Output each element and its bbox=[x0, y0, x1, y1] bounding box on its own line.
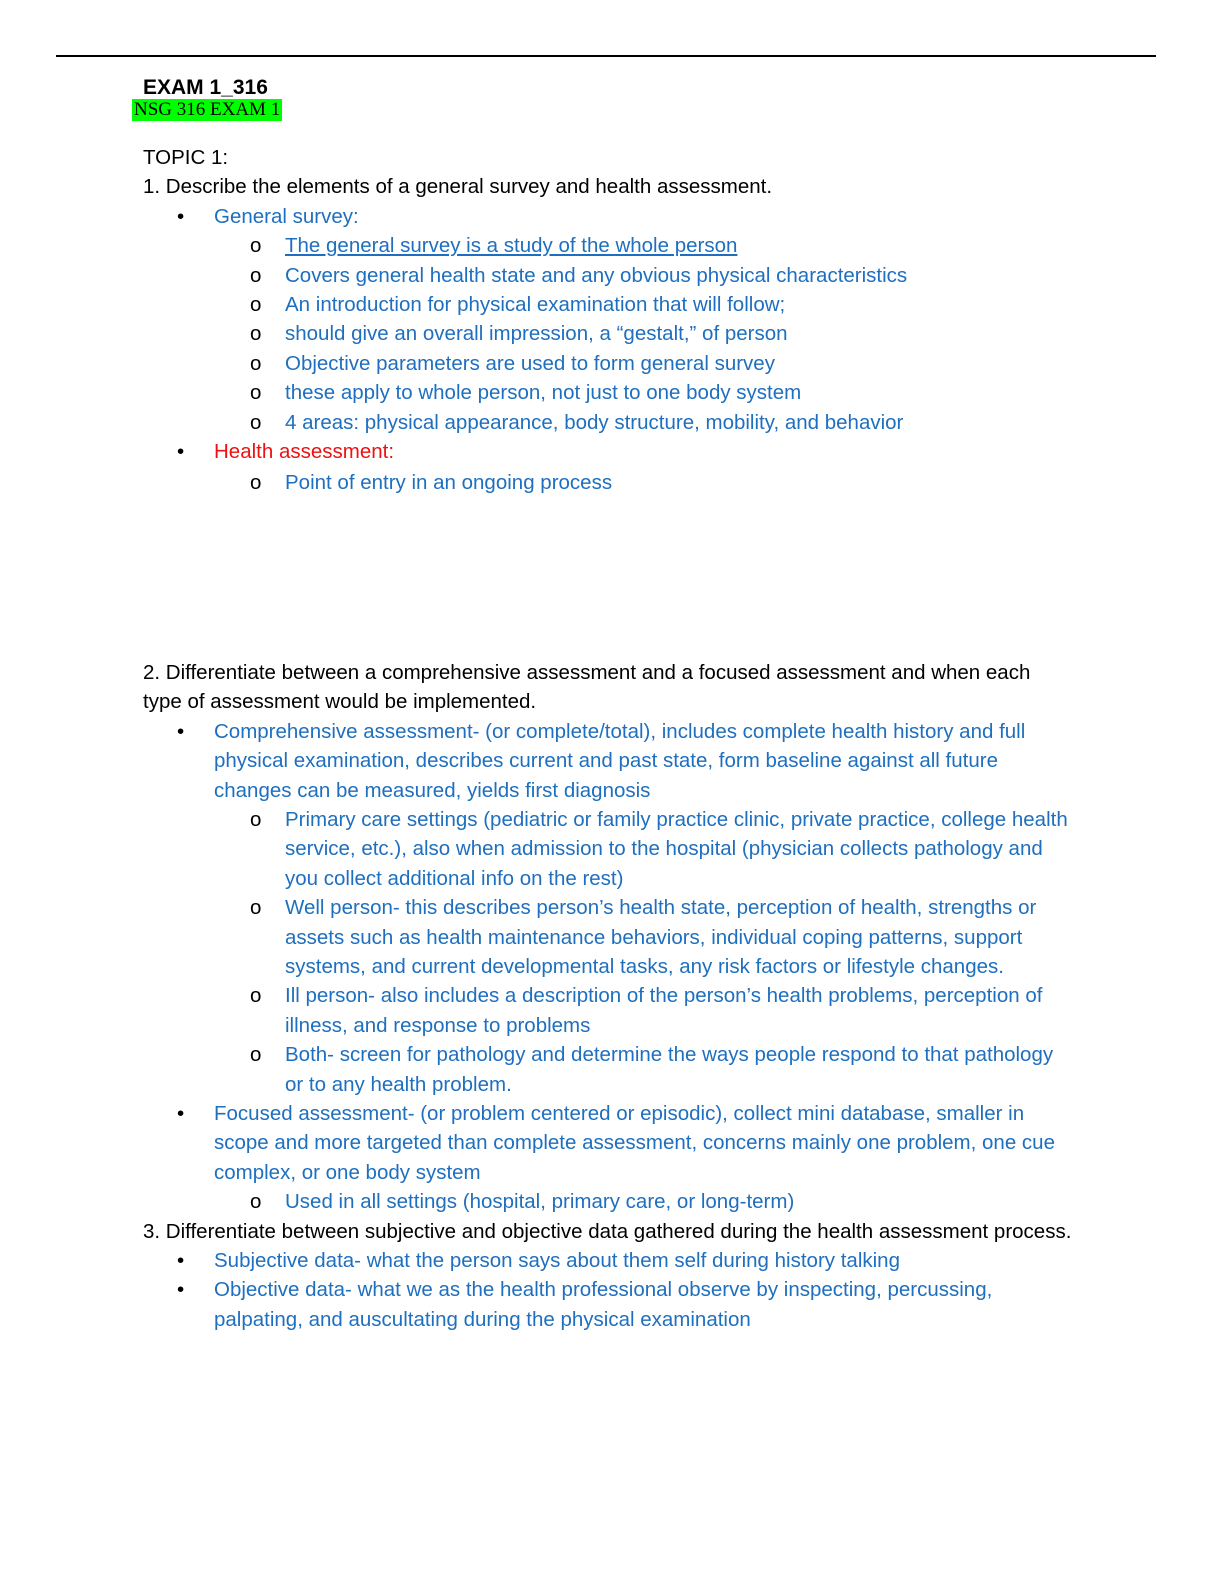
question-3: 3. Differentiate between subjective and objective data gathered during the health assessment process. bbox=[143, 1219, 1072, 1243]
circle-bullet-icon: o bbox=[250, 1043, 262, 1067]
list-item bbox=[143, 290, 1073, 319]
general-survey-item: these apply to whole person, not just to one body system bbox=[285, 381, 802, 405]
circle-bullet-icon: o bbox=[250, 471, 262, 495]
general-survey-item: An introduction for physical examination that will follow; bbox=[285, 293, 786, 317]
subjective-text: Subjective data- what the person says about them self during history talking bbox=[214, 1249, 900, 1272]
circle-bullet-icon: o bbox=[250, 322, 262, 346]
list-item bbox=[143, 893, 1073, 981]
focused-item: Used in all settings (hospital, primary care, or long-term) bbox=[285, 1190, 795, 1214]
list-item bbox=[143, 261, 1073, 290]
document-subtitle-highlight: NSG 316 EXAM 1 bbox=[134, 99, 281, 120]
bullet-dot-icon: • bbox=[177, 1101, 185, 1125]
list-item bbox=[143, 378, 1073, 407]
list-item bbox=[143, 468, 1073, 497]
comprehensive-item: Both- screen for pathology and determine the ways people respond to that pathology or to any health problem. bbox=[285, 1043, 1054, 1096]
general-survey-bullet bbox=[143, 202, 1073, 231]
topic-label: TOPIC 1: bbox=[143, 146, 229, 169]
document-title: EXAM 1_316 bbox=[143, 76, 268, 99]
comprehensive-item: Ill person- also includes a description of the person’s health problems, perception of illness, and response to problems bbox=[285, 984, 1043, 1037]
comprehensive-text: Comprehensive assessment- (or complete/total), includes complete health history and full physical examination, describes current and past state, form baseline against all future changes can be measured, yields first diagnosis bbox=[214, 719, 1026, 802]
list-item bbox=[143, 1187, 1073, 1216]
bullet-dot-icon: • bbox=[177, 204, 185, 228]
circle-bullet-icon: o bbox=[250, 984, 262, 1008]
bullet-dot-icon: • bbox=[177, 1249, 185, 1272]
focused-bullet bbox=[143, 1099, 1073, 1187]
list-item bbox=[143, 319, 1073, 348]
general-survey-item: 4 areas: physical appearance, body structure, mobility, and behavior bbox=[285, 410, 904, 434]
question-1: 1. Describe the elements of a general survey and health assessment. bbox=[143, 175, 773, 199]
circle-bullet-icon: o bbox=[250, 807, 262, 831]
comprehensive-item: Well person- this describes person’s health state, perception of health, strengths or assets such as health maintenance behaviors, individual coping patterns, support systems, and current developmental tasks, any risk factors or lifestyle changes. bbox=[285, 896, 1037, 978]
bullet-dot-icon: • bbox=[177, 440, 185, 464]
circle-bullet-icon: o bbox=[250, 234, 262, 258]
health-assessment-item: Point of entry in an ongoing process bbox=[285, 471, 613, 495]
objective-bullet bbox=[143, 1275, 1073, 1334]
circle-bullet-icon: o bbox=[250, 410, 262, 434]
health-assessment-label: Health assessment: bbox=[214, 440, 395, 464]
circle-bullet-icon: o bbox=[250, 381, 262, 405]
objective-text: Objective data- what we as the health professional observe by inspecting, percussing, palpating, and auscultating during the physical examination bbox=[214, 1278, 993, 1331]
circle-bullet-icon: o bbox=[250, 351, 262, 375]
comprehensive-bullet bbox=[143, 717, 1073, 805]
bullet-dot-icon: • bbox=[177, 719, 185, 743]
general-survey-label: General survey: bbox=[214, 204, 359, 228]
circle-bullet-icon: o bbox=[250, 293, 262, 317]
bullet-dot-icon: • bbox=[177, 1278, 185, 1302]
list-item bbox=[143, 1040, 1073, 1099]
general-survey-item: Objective parameters are used to form general survey bbox=[285, 351, 775, 375]
general-survey-item: Covers general health state and any obvious physical characteristics bbox=[285, 263, 908, 287]
list-item bbox=[143, 408, 1073, 437]
list-item bbox=[143, 231, 1073, 260]
circle-bullet-icon: o bbox=[250, 1190, 262, 1214]
subjective-bullet bbox=[143, 1246, 1073, 1275]
list-item bbox=[143, 349, 1073, 378]
general-survey-item: should give an overall impression, a “gestalt,” of person bbox=[285, 322, 788, 346]
blank-space bbox=[143, 498, 1073, 658]
list-item bbox=[143, 805, 1073, 893]
document-body bbox=[143, 143, 1073, 1334]
general-survey-item: The general survey is a study of the whole person bbox=[285, 234, 738, 258]
circle-bullet-icon: o bbox=[250, 263, 262, 287]
circle-bullet-icon: o bbox=[250, 896, 262, 920]
top-rule bbox=[56, 55, 1156, 57]
focused-text: Focused assessment- (or problem centered or episodic), collect mini database, smaller in scope and more targeted than complete assessment, concerns mainly one problem, one cue complex, or one body system bbox=[214, 1101, 1055, 1184]
list-item bbox=[143, 981, 1073, 1040]
health-assessment-bullet bbox=[143, 437, 1073, 466]
question-2: 2. Differentiate between a comprehensive assessment and a focused assessment and when each type of assessment would be implemented. bbox=[143, 660, 1031, 714]
comprehensive-item: Primary care settings (pediatric or family practice clinic, private practice, college health service, etc.), also when admission to the hospital (physician collects pathology and you collect additional info on the rest) bbox=[285, 807, 1068, 890]
